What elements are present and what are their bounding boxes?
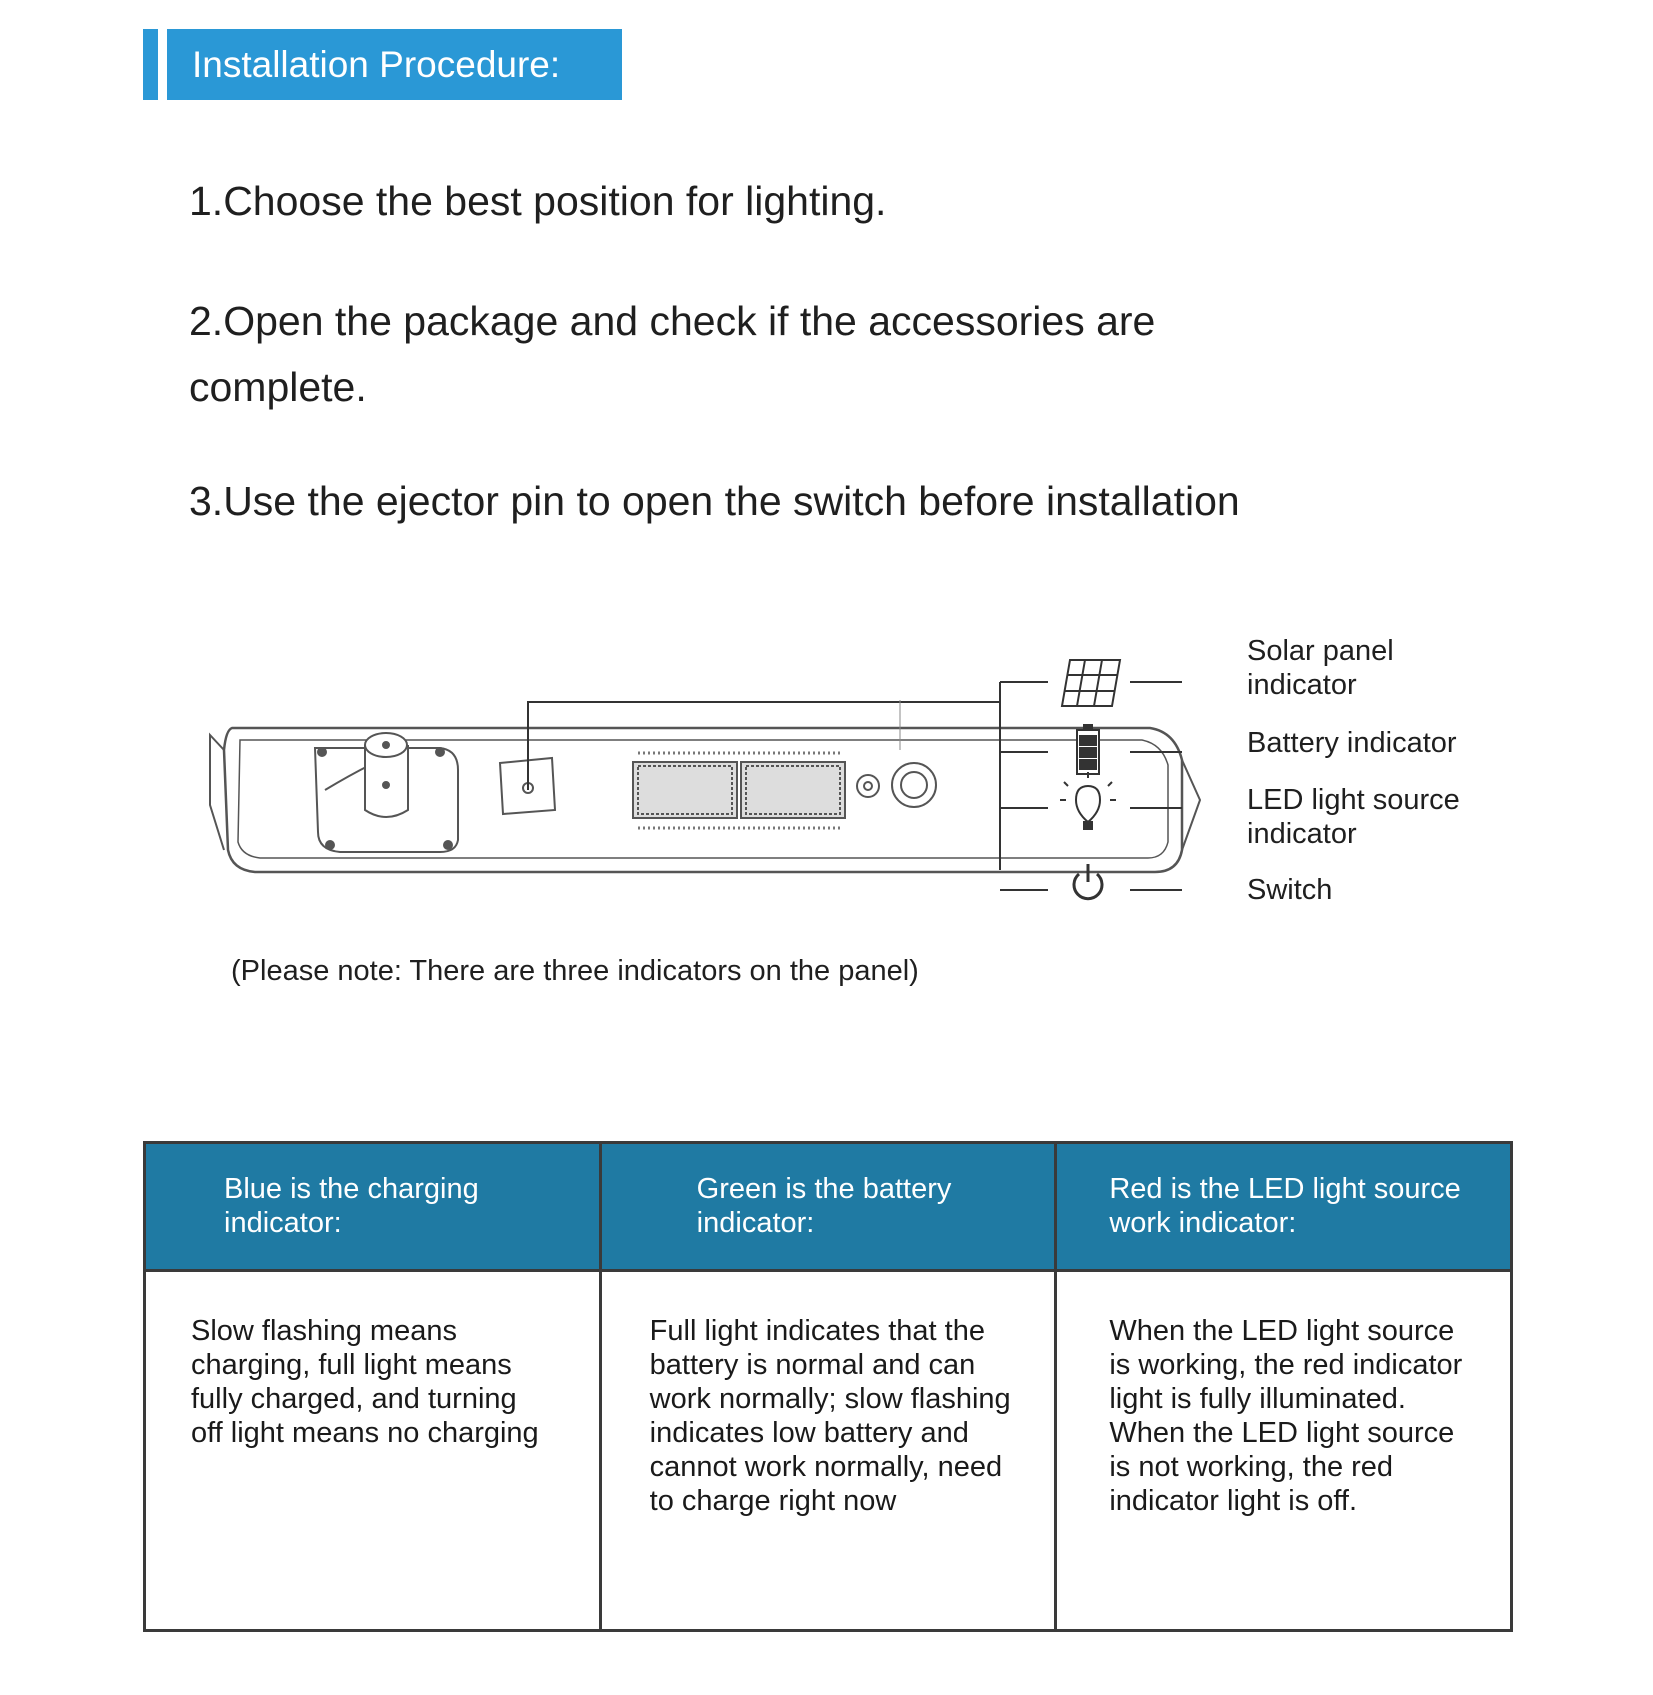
step-2: 2.Open the package and check if the accessories are complete. <box>189 298 1156 410</box>
switch-label: Switch <box>1247 874 1333 906</box>
led-label-line2: indicator <box>1247 818 1357 850</box>
step-3: 3.Use the ejector pin to open the switch before installation <box>189 478 1240 524</box>
vent-fan <box>857 775 879 797</box>
motion-sensor <box>892 763 936 807</box>
solar-label-line1: Solar panel <box>1247 635 1394 667</box>
indicator-table <box>143 1141 1513 1632</box>
table-column-green <box>602 1144 1058 1629</box>
solar-panel-icon <box>1062 660 1120 706</box>
column-body-blue: Slow flashing means charging, full light means fully charged, and turning off light means no charging <box>191 1315 539 1449</box>
table-column-red <box>1057 1144 1510 1629</box>
header-accent-bar <box>143 29 158 100</box>
power-icon <box>1074 864 1102 899</box>
solar-panel-label <box>1247 634 1394 702</box>
step-1: 1.Choose the best position for lighting. <box>189 178 887 224</box>
panel-note: (Please note: There are three indicators on the panel) <box>231 955 919 987</box>
pole-cylinder <box>365 733 408 817</box>
led-source-label <box>1247 783 1460 851</box>
section-title: Installation Procedure: <box>167 29 622 100</box>
column-body-red: When the LED light source is working, the red indicator light is fully illuminated. When the LED light source is not working, the red indicator light is off. <box>1109 1315 1463 1517</box>
battery-icon <box>1077 725 1099 774</box>
column-header-red: Red is the LED light source work indicator: <box>1057 1144 1510 1272</box>
table-column-blue <box>146 1144 602 1629</box>
led-label-line1: LED light source <box>1247 784 1460 816</box>
battery-label: Battery indicator <box>1247 727 1457 759</box>
bulb-icon <box>1060 772 1116 829</box>
column-header-green: Green is the battery indicator: <box>602 1144 1055 1272</box>
column-body-green: Full light indicates that the battery is normal and can work normally; slow flashing indicates low battery and cannot work normally, need to charge right now <box>649 1315 1011 1517</box>
led-module-right <box>741 762 845 818</box>
led-module-left <box>633 762 737 818</box>
column-header-blue: Blue is the charging indicator: <box>146 1144 599 1272</box>
solar-label-line2: indicator <box>1247 669 1357 701</box>
